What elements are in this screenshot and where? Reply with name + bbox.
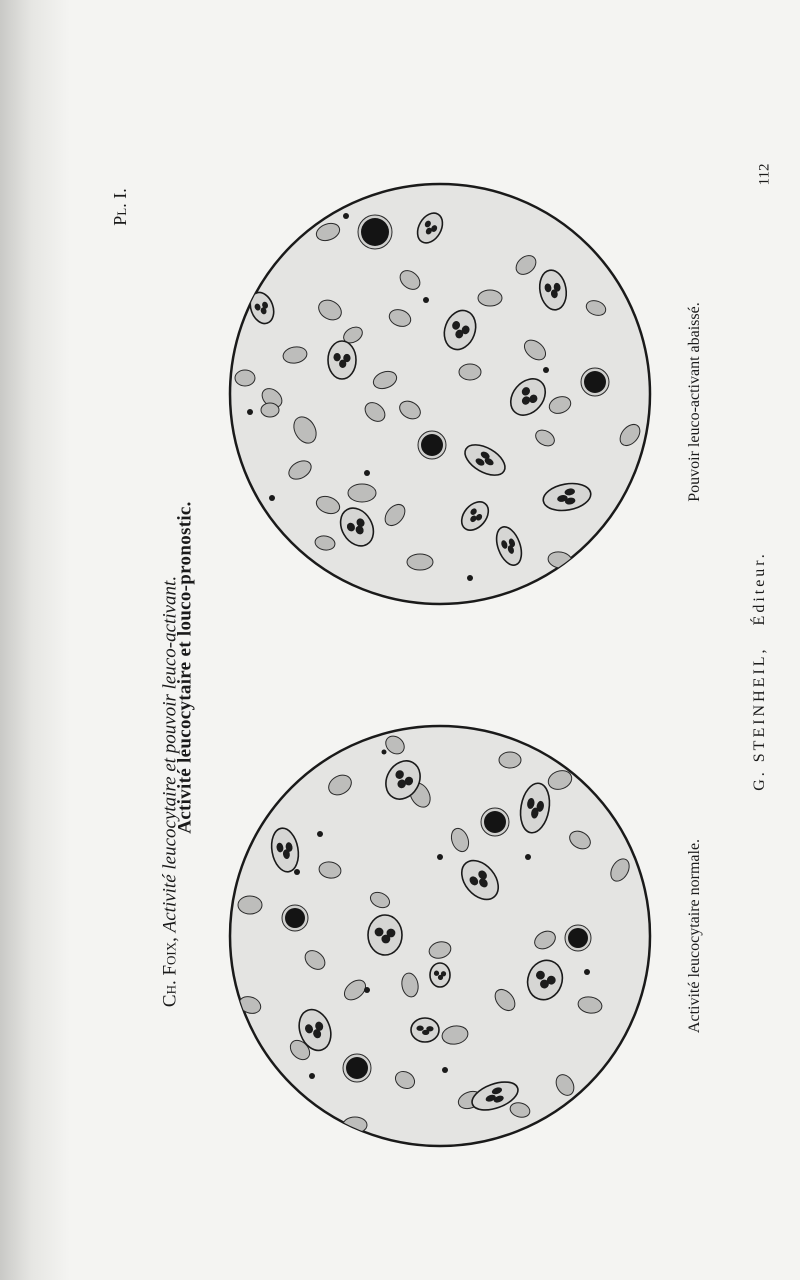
leukocyte-nucleus-lobe (343, 354, 350, 362)
leukocyte-nucleus-lobe (416, 1026, 423, 1031)
platelet (294, 869, 300, 875)
red-blood-cell (238, 896, 262, 914)
red-blood-cell (459, 364, 481, 380)
author-name: Ch. Foix, (159, 937, 181, 1008)
publisher-name: G. STEINHEIL, (751, 646, 768, 791)
plate-number: Pl. I. (110, 188, 130, 226)
lymphocyte-nucleus (285, 908, 305, 928)
microscope-field-left (230, 726, 650, 1146)
platelet (467, 575, 473, 581)
lymphocyte-nucleus (361, 218, 389, 246)
platelet (317, 831, 323, 837)
platelet (382, 750, 387, 755)
platelet (364, 470, 370, 476)
lymphocyte-nucleus (584, 371, 606, 393)
leukocyte-nucleus-lobe (434, 971, 439, 976)
lymphocyte-nucleus (421, 434, 443, 456)
platelet (437, 854, 443, 860)
red-blood-cell (499, 752, 521, 768)
platelet (247, 409, 253, 415)
platelet (525, 854, 531, 860)
book-title: Activité leucocytaire et pouvoir leuco-activant. (159, 575, 181, 933)
leukocyte-nucleus-lobe (375, 928, 384, 937)
microscope-field-right (230, 184, 650, 604)
platelet (584, 969, 590, 975)
plate-title: Activité leucocytaire et louco-pronostic. (174, 501, 196, 834)
red-blood-cell (235, 370, 255, 386)
red-blood-cell (407, 554, 433, 570)
leukocyte-nucleus-lobe (441, 971, 446, 976)
platelet (364, 987, 370, 993)
platelet (343, 213, 349, 219)
platelet (309, 1073, 315, 1079)
caption-right-figure: Pouvoir leuco-activant abaissé. (686, 302, 703, 502)
leukocyte-nucleus-lobe (333, 353, 340, 361)
platelet (269, 495, 275, 501)
platelet (543, 367, 549, 373)
page-number: 112 (756, 163, 773, 186)
lymphocyte-nucleus (346, 1057, 368, 1079)
red-blood-cell (348, 484, 376, 502)
leukocyte-nucleus-lobe (387, 929, 396, 938)
red-blood-cell (478, 290, 502, 306)
platelet (442, 1067, 448, 1073)
lymphocyte-nucleus (484, 811, 506, 833)
platelet (423, 297, 429, 303)
leukocyte-nucleus-lobe (426, 1026, 433, 1031)
lymphocyte-nucleus (568, 928, 588, 948)
caption-left-figure: Activité leucocytaire normale. (686, 838, 703, 1034)
publisher-role: Éditeur. (751, 551, 768, 626)
red-blood-cell (261, 403, 279, 417)
